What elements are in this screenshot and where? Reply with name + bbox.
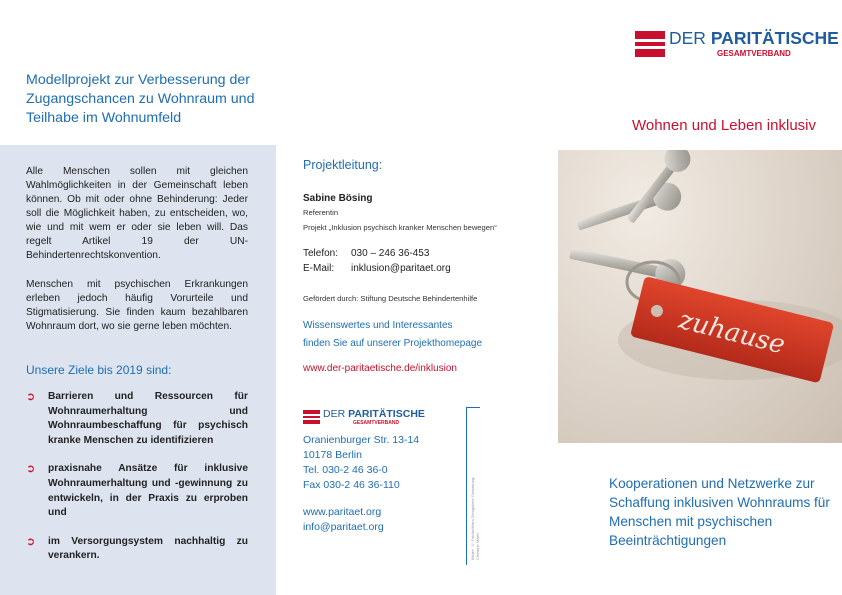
bottom-headline: Kooperationen und Netzwerke zur Schaffung inklusiven Wohnraums für Menschen mit psychischen Beeinträchtigungen [609, 476, 830, 548]
goal-text: praxisnahe Ansätze für inklusive Wohnraumerhaltung und -gewinnung zu entwickeln, in der Praxis zu erproben und [48, 463, 248, 519]
phone-row [303, 248, 523, 259]
address-web[interactable]: www.paritaet.org [303, 506, 382, 518]
goal-item [26, 462, 248, 520]
logo-name-2: PARITÄTISCHE [348, 408, 425, 420]
address-tel: Tel. 030-2 46 36-0 [303, 464, 388, 476]
logo-mark-icon [635, 31, 665, 57]
keytag-text: zuhause [675, 305, 788, 361]
fold-line-top [466, 407, 480, 408]
logo-subtitle: GESAMTVERBAND [353, 419, 400, 426]
phone-value: 030 – 246 36-453 [351, 248, 430, 259]
info-line-1: Wissenswertes und Interessantes [303, 320, 453, 331]
logo-mark-icon [303, 410, 320, 424]
logo-name-2: PARITÄTISCHE [710, 28, 839, 48]
contact-project: Projekt „Inklusion psychisch kranker Menschen bewegen“ [303, 223, 497, 232]
email-row [303, 263, 523, 274]
funding-note: Gefördert durch: Stiftung Deutsche Behindertenhilfe [303, 294, 478, 303]
project-lead-title: Projektleitung: [303, 158, 383, 172]
goals-title: Unsere Ziele bis 2019 sind: [26, 363, 172, 377]
contact-role: Referentin [303, 208, 339, 217]
logo-name-1: DER [323, 408, 349, 420]
phone-label: Telefon: [303, 248, 339, 259]
keys-photo [558, 150, 842, 443]
arrow-icon: ➲ [26, 391, 36, 403]
info-line-2: finden Sie auf unserer Projekthomepage [303, 338, 483, 349]
intro-paragraph-2: Menschen mit psychischen Erkrankungen erleben jedoch häufig Vorurteile und Stigmatisierung. Sie finden kaum bezahlbaren Wohnraum dort, wo sie gerne leben möchten. [26, 279, 248, 332]
goal-item [26, 390, 248, 448]
keys-illustration [558, 150, 842, 443]
goals-list [26, 390, 248, 578]
address-city: 10178 Berlin [303, 449, 362, 461]
address-fax: Fax 030-2 46 36-110 [303, 479, 400, 491]
goal-item [26, 535, 248, 564]
logo-name-1: DER [669, 28, 711, 48]
intro-title: Modellprojekt zur Verbesserung der Zugangschancen zu Wohnraum und Teilhabe im Wohnumfeld [26, 72, 255, 126]
tagline: Wohnen und Leben inklusiv [631, 117, 816, 134]
address-street: Oranienburger Str. 13-14 [303, 434, 420, 446]
paritaet-logo [635, 30, 839, 58]
address-block [303, 433, 419, 493]
logo-subtitle: GESAMTVERBAND [717, 48, 791, 58]
goal-text: Barrieren und Ressourcen für Wohnraumerhaltung und Wohnraumbeschaffung für psychisch kranke Menschen zu identifizieren [48, 391, 248, 446]
goal-text: im Versorgungsystem nachhaltig zu verankern. [48, 535, 248, 562]
fold-line [466, 407, 467, 565]
project-homepage-link[interactable]: www.der-paritaetische.de/inklusion [303, 363, 457, 374]
paritaet-logo-small [303, 409, 425, 426]
web-contact-block [303, 505, 384, 535]
address-mail[interactable]: info@paritaet.org [303, 521, 384, 533]
email-value[interactable]: inklusion@paritaet.org [351, 263, 451, 274]
email-label: E-Mail: [303, 263, 335, 274]
contact-name: Sabine Bösing [303, 193, 373, 204]
intro-paragraph-1: Alle Menschen sollen mit gleichen Wahlmöglichkeiten in der Gemeinschaft leben können. Ob mit oder ohne Behinderung: Jeder soll die Möglichkeit haben, zu entscheiden, wo, wie und mit wem er oder sie leben will. Das regelt Artikel 19 der UN-Behindertenrechtskonvention. [26, 166, 248, 261]
arrow-icon: ➲ [26, 535, 36, 548]
image-credit: Bilder: © Fotolia/Mara Zemgaliete Gestaltung: Christine Maier [470, 476, 480, 560]
arrow-icon: ➲ [26, 463, 36, 476]
